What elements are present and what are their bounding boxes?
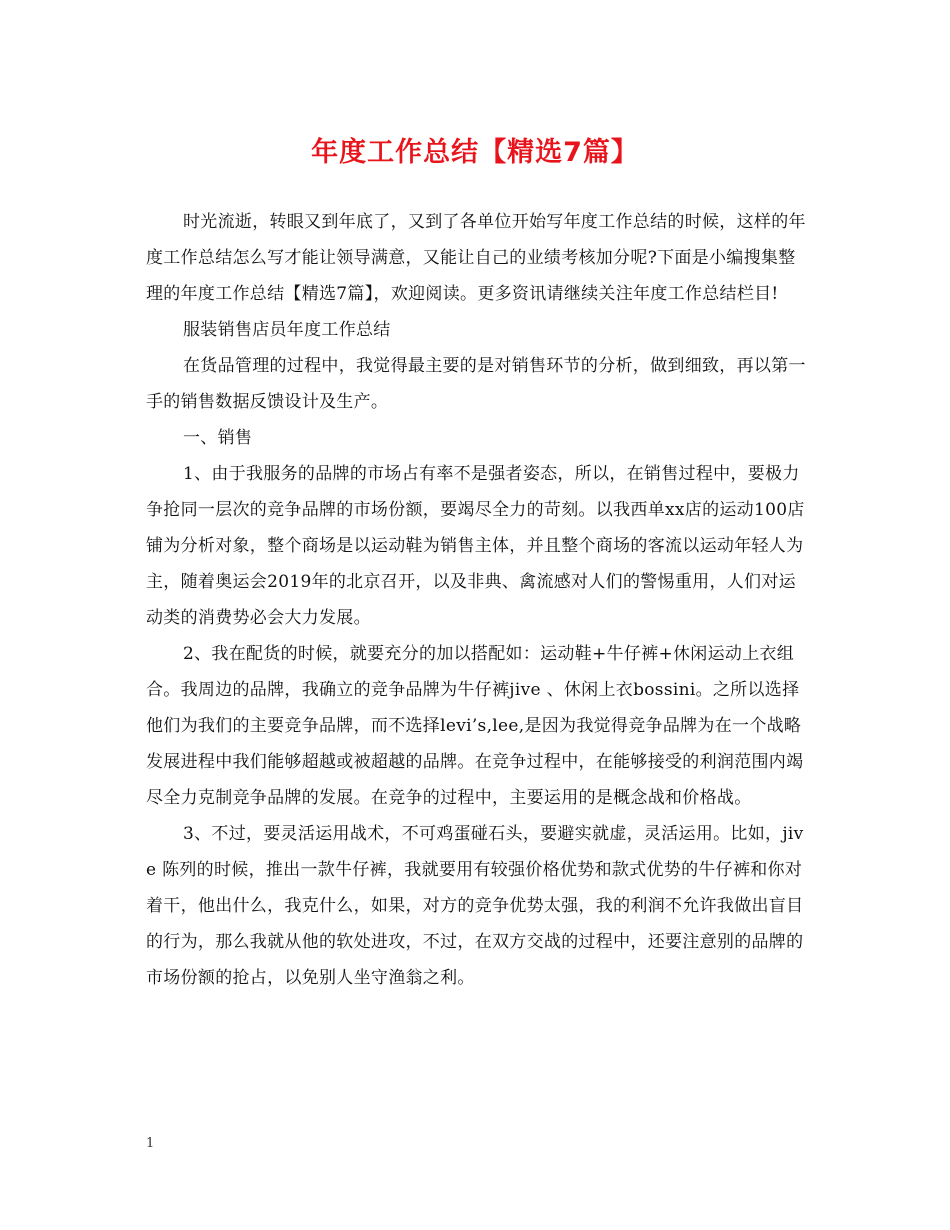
page-title: 年度工作总结【精选7篇】 [311, 137, 639, 168]
body-paragraph: 3、不过，要灵活运用战术，不可鸡蛋碰石头，要避实就虚，灵活运用。比如，jive 陈列的时候，推出一款牛仔裤，我就要用有较强价格优势和款式优势的牛仔裤和你对着干，他出什么，我克什么，如果，对方的竞争优势太强，我的利润不允许我做出盲目的行为，那么我就从他的软处进攻，不过，在双方交战的过程中，还要注意别的品牌的市场份额的抢占，以免别人坐守渔翁之利。 [146, 824, 804, 988]
body-paragraph: 2、我在配货的时候，就要充分的加以搭配如：运动鞋+牛仔裤+休闲运动上衣组合。我周边的品牌，我确立的竞争品牌为牛仔裤jive 、休闲上衣bossini。之所以选择他们为我们的主要竞争品牌，而不选择levi’s,lee,是因为我觉得竞争品牌为在一个战略发展进程中我们能够超越或被超越的品牌。在竞争过程中，在能够接受的利润范围内竭尽全力克制竞争品牌的发展。在竞争的过程中，主要运用的是概念战和价格战。 [146, 644, 804, 808]
page-number: 1 [146, 1136, 155, 1151]
document-body [146, 204, 808, 996]
subsection-heading: 一、销售 [183, 428, 253, 448]
body-paragraph: 1、由于我服务的品牌的市场占有率不是强者姿态，所以，在销售过程中，要极力争抢同一层次的竞争品牌的市场份额，要竭尽全力的苛刻。以我西单xx店的运动100店铺为分析对象，整个商场是以运动鞋为销售主体，并且整个商场的客流以运动年轻人为主，随着奥运会2019年的北京召开，以及非典、禽流感对人们的警惕重用，人们对运动类的消费势必会大力发展。 [146, 464, 805, 628]
intro-paragraph: 时光流逝，转眼又到年底了，又到了各单位开始写年度工作总结的时候，这样的年度工作总结怎么写才能让领导满意，又能让自己的业绩考核加分呢?下面是小编搜集整理的年度工作总结【精选7篇】，欢迎阅读。更多资讯请继续关注年度工作总结栏目! [146, 212, 806, 304]
body-paragraph: 在货品管理的过程中，我觉得最主要的是对销售环节的分析，做到细致，再以第一手的销售数据反馈设计及生产。 [146, 356, 806, 412]
section-heading: 服装销售店员年度工作总结 [183, 320, 391, 340]
